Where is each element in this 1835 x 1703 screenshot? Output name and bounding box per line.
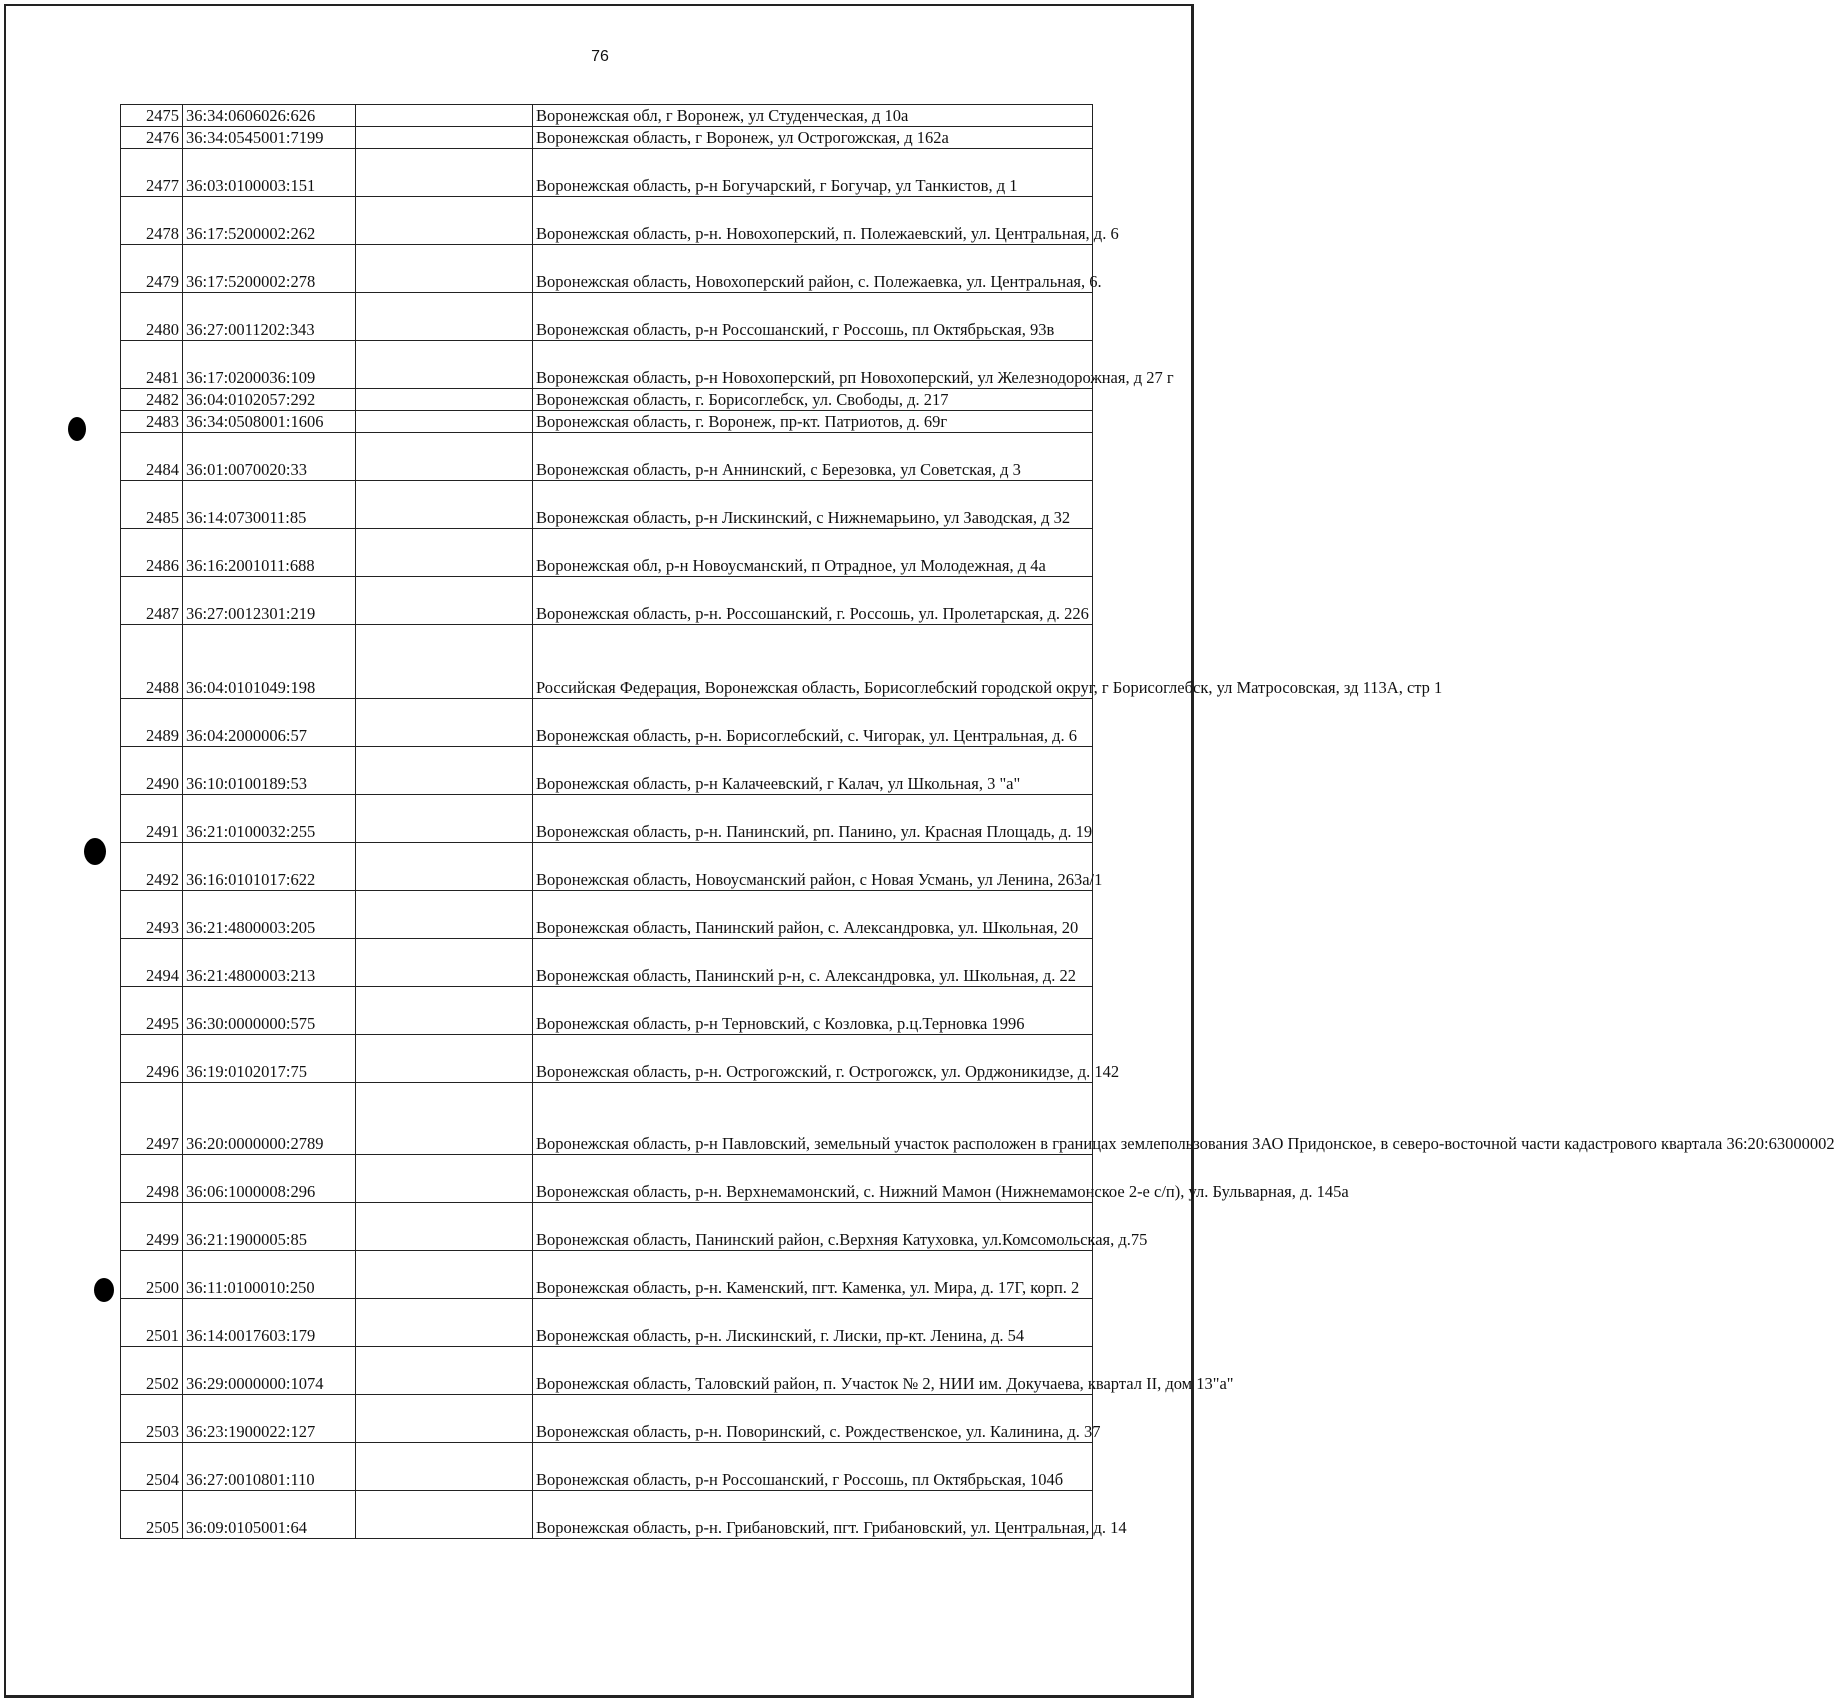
empty-cell [356,1083,533,1155]
table-row [121,843,1093,891]
address-cell: Воронежская область, р-н Аннинский, с Березовка, ул Советская, д 3 [533,433,1093,481]
row-number-cell: 2478 [121,197,183,245]
table-row [121,939,1093,987]
row-number-cell: 2494 [121,939,183,987]
cadastral-number-cell: 36:21:4800003:213 [183,939,356,987]
empty-cell [356,891,533,939]
empty-cell [356,843,533,891]
address-cell: Воронежская область, г. Воронеж, пр-кт. Патриотов, д. 69г [533,411,1093,433]
address-cell: Воронежская область, р-н Лискинский, с Нижнемарьино, ул Заводская, д 32 [533,481,1093,529]
row-number-cell: 2479 [121,245,183,293]
address-cell: Воронежская область, р-н Терновский, с Козловка, р.ц.Терновка 1996 [533,987,1093,1035]
cadastral-number-cell: 36:17:5200002:278 [183,245,356,293]
cadastral-number-cell: 36:27:0011202:343 [183,293,356,341]
address-cell: Воронежская область, р-н Россошанский, г Россошь, пл Октябрьская, 93в [533,293,1093,341]
table-row [121,1251,1093,1299]
cadastral-number-cell: 36:04:0102057:292 [183,389,356,411]
empty-cell [356,577,533,625]
registry-rows [121,105,1835,1539]
row-number-cell: 2488 [121,625,183,699]
cadastral-number-cell: 36:21:4800003:205 [183,891,356,939]
cadastral-number-cell: 36:14:0730011:85 [183,481,356,529]
cadastral-number-cell: 36:04:0101049:198 [183,625,356,699]
empty-cell [356,197,533,245]
empty-cell [356,481,533,529]
cadastral-number-cell: 36:01:0070020:33 [183,433,356,481]
address-cell: Воронежская область, р-н Россошанский, г Россошь, пл Октябрьская, 104б [533,1443,1093,1491]
address-cell: Воронежская область, Панинский р-н, с. Александровка, ул. Школьная, д. 22 [533,939,1093,987]
cadastral-number-cell: 36:09:0105001:64 [183,1491,356,1539]
cadastral-number-cell: 36:29:0000000:1074 [183,1347,356,1395]
cadastral-number-cell: 36:14:0017603:179 [183,1299,356,1347]
empty-cell [356,1299,533,1347]
address-cell: Воронежская область, р-н. Грибановский, пгт. Грибановский, ул. Центральная, д. 14 [533,1491,1093,1539]
cadastral-number-cell: 36:04:2000006:57 [183,699,356,747]
row-number-cell: 2501 [121,1299,183,1347]
table-row [121,433,1093,481]
empty-cell [356,1035,533,1083]
punch-hole-mark [84,838,106,865]
address-cell: Воронежская область, р-н. Поворинский, с. Рождественское, ул. Калинина, д. 37 [533,1395,1093,1443]
table-row [121,1395,1093,1443]
empty-cell [356,529,533,577]
row-number-cell: 2487 [121,577,183,625]
row-number-cell: 2475 [121,105,183,127]
punch-hole-mark [68,417,86,441]
empty-cell [356,795,533,843]
row-number-cell: 2504 [121,1443,183,1491]
address-cell: Воронежская область, р-н. Панинский, рп. Панино, ул. Красная Площадь, д. 19 [533,795,1093,843]
row-number-cell: 2499 [121,1203,183,1251]
empty-cell [356,293,533,341]
cadastral-number-cell: 36:34:0508001:1606 [183,411,356,433]
row-number-cell: 2482 [121,389,183,411]
row-number-cell: 2486 [121,529,183,577]
empty-cell [356,1491,533,1539]
row-number-cell: 2492 [121,843,183,891]
address-cell: Воронежская область, р-н Новохоперский, рп Новохоперский, ул Железнодорожная, д 27 г [533,341,1093,389]
table-row [121,795,1093,843]
empty-cell [356,1443,533,1491]
empty-cell [356,1155,533,1203]
row-number-cell: 2502 [121,1347,183,1395]
table-row [121,293,1093,341]
row-number-cell: 2484 [121,433,183,481]
address-cell: Воронежская область, р-н Павловский, земельный участок расположен в границах землепользования ЗАО Придонское, в северо-восточной части кадастрового квартала 36:20:63000002 [533,1083,1093,1155]
row-number-cell: 2476 [121,127,183,149]
empty-cell [356,127,533,149]
empty-cell [356,939,533,987]
table-row [121,1443,1093,1491]
empty-cell [356,149,533,197]
cadastral-number-cell: 36:16:0101017:622 [183,843,356,891]
table-row [121,105,1093,127]
address-cell: Воронежская область, р-н Богучарский, г Богучар, ул Танкистов, д 1 [533,149,1093,197]
cadastral-number-cell: 36:17:0200036:109 [183,341,356,389]
cadastral-number-cell: 36:34:0606026:626 [183,105,356,127]
empty-cell [356,389,533,411]
address-cell: Воронежская обл, р-н Новоусманский, п Отрадное, ул Молодежная, д 4а [533,529,1093,577]
table-row [121,747,1093,795]
address-cell: Воронежская область, Панинский район, с. Александровка, ул. Школьная, 20 [533,891,1093,939]
registry-table [120,104,1835,1539]
address-cell: Воронежская область, р-н. Острогожский, г. Острогожск, ул. Орджоникидзе, д. 142 [533,1035,1093,1083]
row-number-cell: 2483 [121,411,183,433]
row-number-cell: 2491 [121,795,183,843]
empty-cell [356,245,533,293]
empty-cell [356,699,533,747]
empty-cell [356,1347,533,1395]
empty-cell [356,747,533,795]
row-number-cell: 2481 [121,341,183,389]
row-number-cell: 2480 [121,293,183,341]
cadastral-number-cell: 36:16:2001011:688 [183,529,356,577]
address-cell: Воронежская область, р-н. Россошанский, г. Россошь, ул. Пролетарская, д. 226 [533,577,1093,625]
row-number-cell: 2500 [121,1251,183,1299]
table-row [121,625,1093,699]
address-cell: Воронежская область, Новохоперский район, с. Полежаевка, ул. Центральная, 6. [533,245,1093,293]
empty-cell [356,987,533,1035]
empty-cell [356,625,533,699]
table-row [121,1203,1093,1251]
table-row [121,1035,1093,1083]
table-row [121,1491,1093,1539]
table-row [121,987,1093,1035]
address-cell: Воронежская область, Таловский район, п. Участок № 2, НИИ им. Докучаева, квартал II, дом 13"а" [533,1347,1093,1395]
table-row [121,577,1093,625]
row-number-cell: 2498 [121,1155,183,1203]
table-row [121,1155,1093,1203]
empty-cell [356,1251,533,1299]
page-number: 76 [591,48,609,65]
row-number-cell: 2493 [121,891,183,939]
cadastral-number-cell: 36:27:0010801:110 [183,1443,356,1491]
cadastral-number-cell: 36:06:1000008:296 [183,1155,356,1203]
table-row [121,389,1093,411]
table-row [121,1347,1093,1395]
table-row [121,481,1093,529]
address-cell: Воронежская область, р-н. Новохоперский, п. Полежаевский, ул. Центральная, д. 6 [533,197,1093,245]
table-row [121,891,1093,939]
address-cell: Воронежская область, р-н Калачеевский, г Калач, ул Школьная, 3 "а" [533,747,1093,795]
row-number-cell: 2489 [121,699,183,747]
address-cell: Воронежская область, р-н. Верхнемамонский, с. Нижний Мамон (Нижнемамонское 2-е с/п), ул. Бульварная, д. 145а [533,1155,1093,1203]
table-row [121,127,1093,149]
empty-cell [356,105,533,127]
address-cell: Воронежская область, р-н. Лискинский, г. Лиски, пр-кт. Ленина, д. 54 [533,1299,1093,1347]
row-number-cell: 2497 [121,1083,183,1155]
table-row [121,245,1093,293]
cadastral-number-cell: 36:23:1900022:127 [183,1395,356,1443]
row-number-cell: 2505 [121,1491,183,1539]
address-cell: Российская Федерация, Воронежская область, Борисоглебский городской округ, г Борисоглебск, ул Матросовская, зд 113А, стр 1 [533,625,1093,699]
empty-cell [356,1203,533,1251]
cadastral-number-cell: 36:27:0012301:219 [183,577,356,625]
cadastral-number-cell: 36:21:1900005:85 [183,1203,356,1251]
row-number-cell: 2503 [121,1395,183,1443]
table-row [121,529,1093,577]
row-number-cell: 2495 [121,987,183,1035]
empty-cell [356,1395,533,1443]
cadastral-number-cell: 36:30:0000000:575 [183,987,356,1035]
address-cell: Воронежская область, Панинский район, с.Верхняя Катуховка, ул.Комсомольская, д.75 [533,1203,1093,1251]
row-number-cell: 2485 [121,481,183,529]
punch-hole-mark [94,1278,114,1302]
cadastral-number-cell: 36:03:0100003:151 [183,149,356,197]
cadastral-number-cell: 36:10:0100189:53 [183,747,356,795]
cadastral-number-cell: 36:34:0545001:7199 [183,127,356,149]
table-row [121,411,1093,433]
address-cell: Воронежская область, р-н. Каменский, пгт. Каменка, ул. Мира, д. 17Г, корп. 2 [533,1251,1093,1299]
address-cell: Воронежская область, г. Борисоглебск, ул. Свободы, д. 217 [533,389,1093,411]
cadastral-number-cell: 36:20:0000000:2789 [183,1083,356,1155]
address-cell: Воронежская область, р-н. Борисоглебский, с. Чигорак, ул. Центральная, д. 6 [533,699,1093,747]
table-row [121,197,1093,245]
address-cell: Воронежская обл, г Воронеж, ул Студенческая, д 10а [533,105,1093,127]
empty-cell [356,433,533,481]
empty-cell [356,341,533,389]
address-cell: Воронежская область, Новоусманский район, с Новая Усмань, ул Ленина, 263а/1 [533,843,1093,891]
address-cell: Воронежская область, г Воронеж, ул Острогожская, д 162а [533,127,1093,149]
table-row [121,699,1093,747]
table-row [121,341,1093,389]
empty-cell [356,411,533,433]
cadastral-number-cell: 36:21:0100032:255 [183,795,356,843]
cadastral-number-cell: 36:17:5200002:262 [183,197,356,245]
table-row [121,1299,1093,1347]
row-number-cell: 2490 [121,747,183,795]
row-number-cell: 2477 [121,149,183,197]
cadastral-number-cell: 36:19:0102017:75 [183,1035,356,1083]
cadastral-number-cell: 36:11:0100010:250 [183,1251,356,1299]
table-row [121,1083,1093,1155]
row-number-cell: 2496 [121,1035,183,1083]
table-row [121,149,1093,197]
